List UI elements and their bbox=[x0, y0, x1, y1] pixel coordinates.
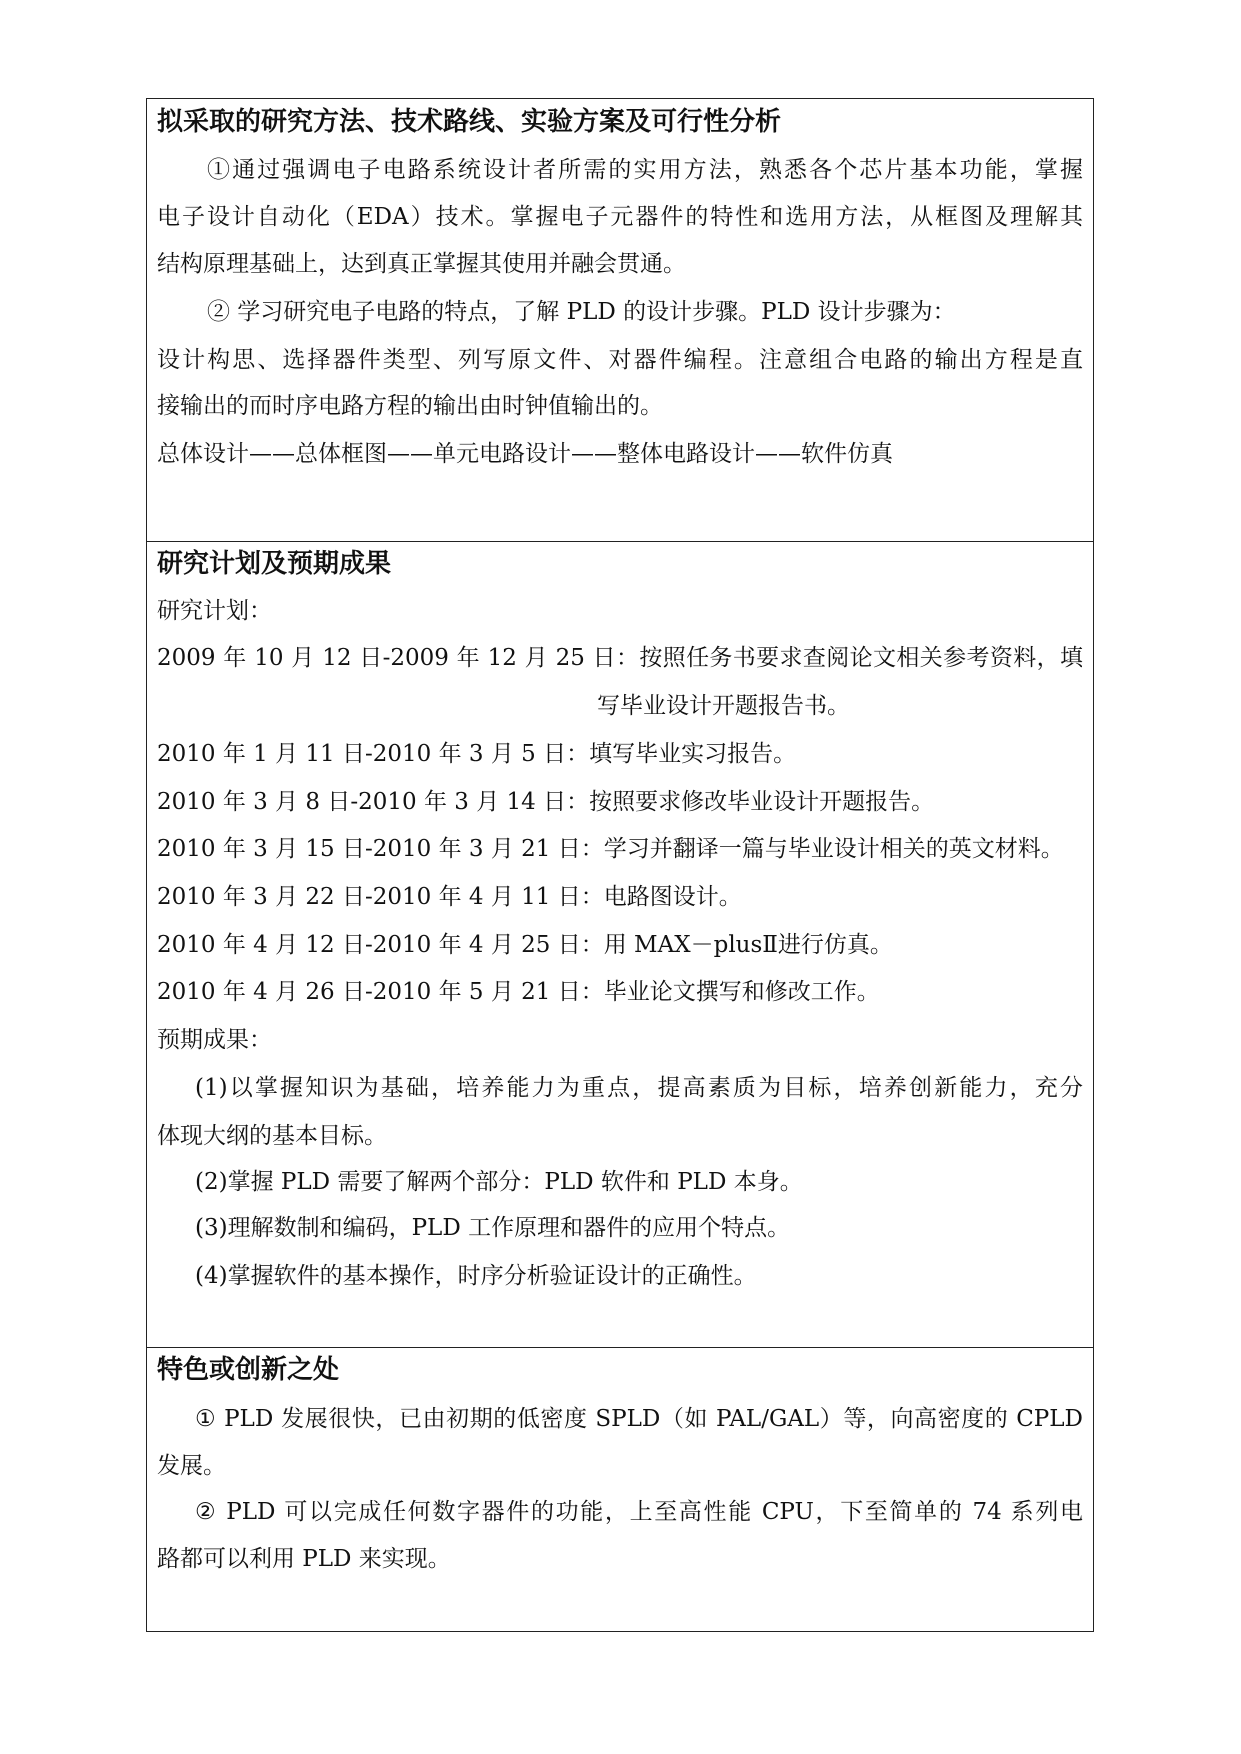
paragraph-line: ② PLD 可以完成任何数字器件的功能，上至高性能 CPU，下至简单的 74 系列电 bbox=[195, 1499, 1083, 1525]
paragraph-line: 总体设计——总体框图——单元电路设计——整体电路设计——软件仿真 bbox=[157, 441, 893, 467]
paragraph-line: 结构原理基础上，达到真正掌握其使用并融会贯通。 bbox=[157, 251, 686, 277]
section-heading: 研究计划及预期成果 bbox=[157, 549, 392, 579]
plan-item: 2010 年 4 月 26 日-2010 年 5 月 21 日：毕业论文撰写和修改工作。 bbox=[157, 979, 880, 1005]
plan-item: 2010 年 3 月 8 日-2010 年 3 月 14 日：按照要求修改毕业设计开题报告。 bbox=[157, 789, 935, 815]
outcome-item: (2)掌握 PLD 需要了解两个部分：PLD 软件和 PLD 本身。 bbox=[195, 1169, 803, 1195]
section-innovation bbox=[147, 1347, 1093, 1631]
paragraph-line: 电子设计自动化（EDA）技术。掌握电子元器件的特性和选用方法，从框图及理解其 bbox=[157, 204, 1083, 230]
plan-item: 2010 年 1 月 11 日-2010 年 3 月 5 日：填写毕业实习报告。 bbox=[157, 741, 797, 767]
section-plan bbox=[147, 541, 1093, 1347]
paragraph-line: 接输出的而时序电路方程的输出由时钟值输出的。 bbox=[157, 393, 663, 419]
plan-item: 2009 年 10 月 12 日-2009 年 12 月 25 日：按照任务书要求查阅论文相关参考资料，填 bbox=[157, 645, 1083, 671]
paragraph-line: 设计构思、选择器件类型、列写原文件、对器件编程。注意组合电路的输出方程是直 bbox=[157, 347, 1083, 373]
section-heading: 特色或创新之处 bbox=[157, 1355, 340, 1385]
outcome-item: (1)以掌握知识为基础，培养能力为重点，提高素质为目标，培养创新能力，充分 bbox=[195, 1075, 1083, 1101]
paragraph-line: 预期成果： bbox=[157, 1027, 272, 1053]
paragraph-line: ①通过强调电子电路系统设计者所需的实用方法，熟悉各个芯片基本功能，掌握 bbox=[207, 157, 1083, 183]
proposal-table bbox=[146, 98, 1094, 1632]
paragraph-line: 路都可以利用 PLD 来实现。 bbox=[157, 1546, 451, 1572]
paragraph-line: ② 学习研究电子电路的特点，了解 PLD 的设计步骤。PLD 设计步骤为： bbox=[207, 299, 956, 325]
paragraph-line: ① PLD 发展很快，已由初期的低密度 SPLD（如 PAL/GAL）等，向高密度的 CPLD bbox=[195, 1406, 1083, 1432]
plan-item: 2010 年 3 月 15 日-2010 年 3 月 21 日：学习并翻译一篇与毕业设计相关的英文材料。 bbox=[157, 836, 1064, 862]
outcome-item: 体现大纲的基本目标。 bbox=[157, 1123, 387, 1149]
plan-item: 写毕业设计开题报告书。 bbox=[597, 693, 850, 719]
plan-item: 2010 年 3 月 22 日-2010 年 4 月 11 日：电路图设计。 bbox=[157, 884, 742, 910]
section-heading: 拟采取的研究方法、技术路线、实验方案及可行性分析 bbox=[157, 107, 782, 137]
outcome-item: (3)理解数制和编码，PLD 工作原理和器件的应用个特点。 bbox=[195, 1215, 791, 1241]
outcome-item: (4)掌握软件的基本操作，时序分析验证设计的正确性。 bbox=[195, 1263, 757, 1289]
paragraph-line: 发展。 bbox=[157, 1453, 226, 1479]
paragraph-line: 研究计划： bbox=[157, 598, 272, 624]
section-methods bbox=[147, 99, 1093, 541]
plan-item: 2010 年 4 月 12 日-2010 年 4 月 25 日：用 MAX－plusⅡ进行仿真。 bbox=[157, 932, 893, 958]
